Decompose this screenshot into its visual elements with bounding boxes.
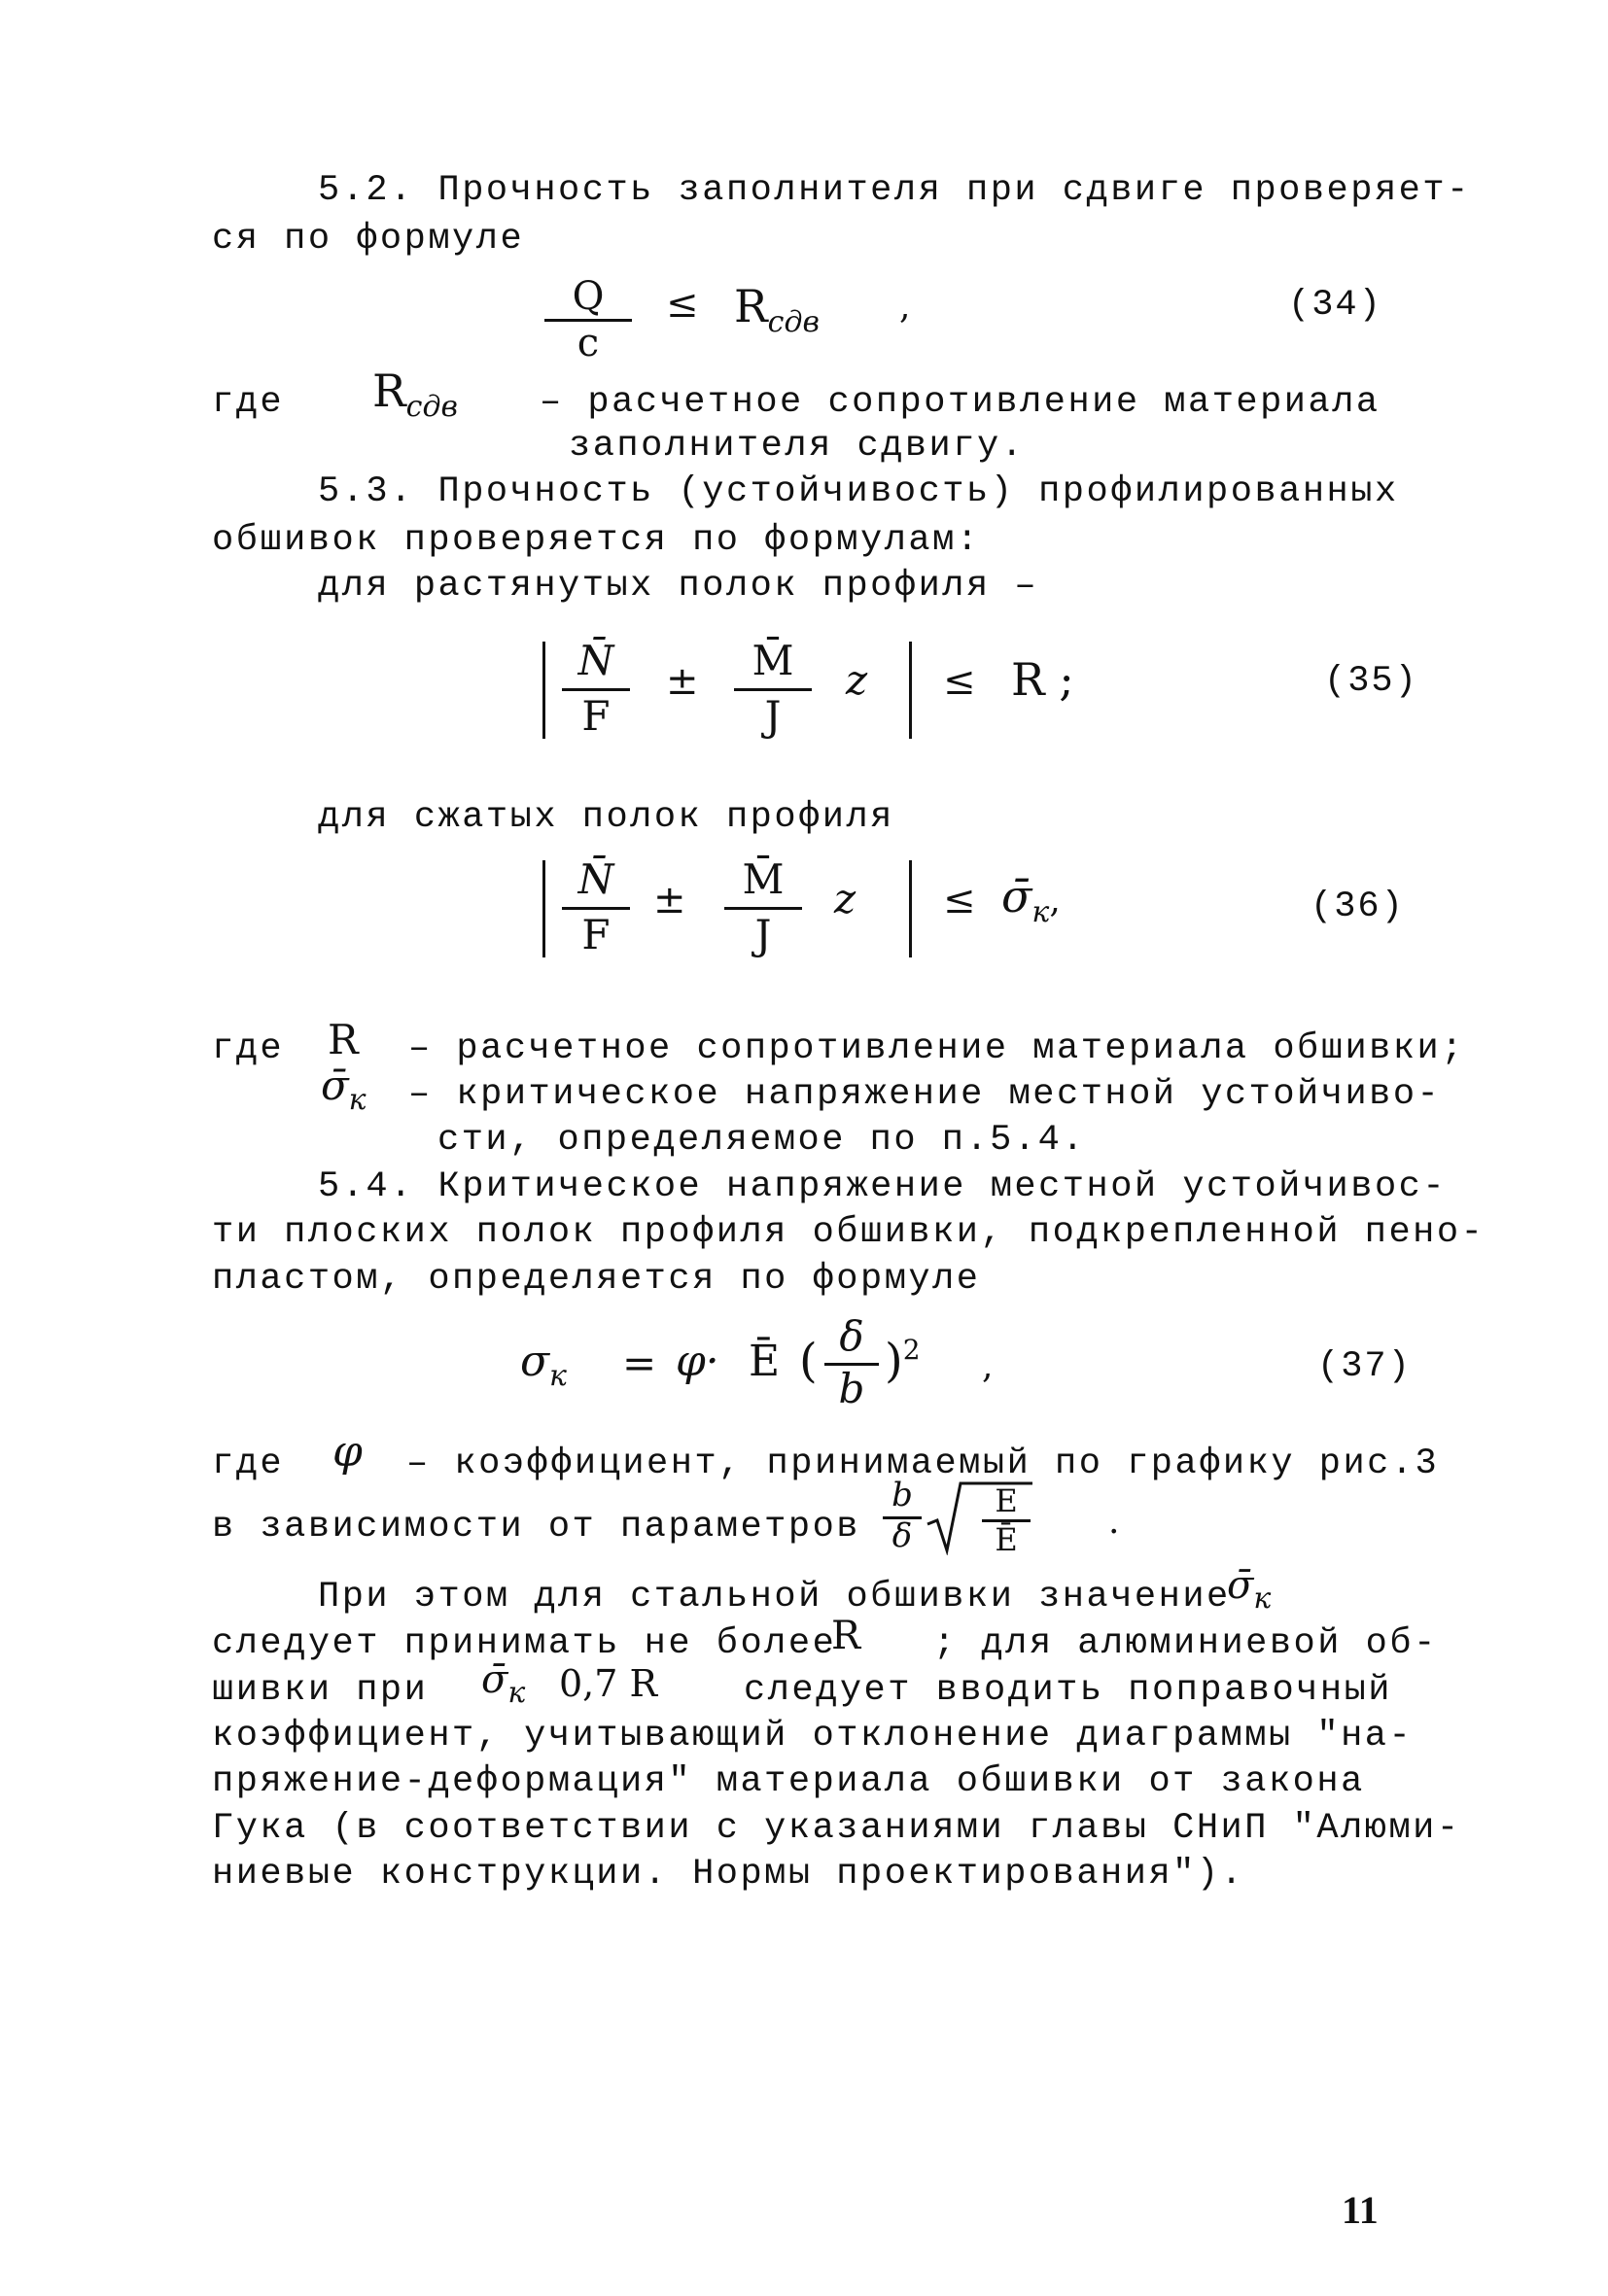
where2-symbol-sigma: [321, 1061, 367, 1117]
where3-lead: где: [212, 1444, 285, 1484]
eq35-le: ≤: [943, 659, 976, 704]
eq37-number: (37): [1317, 1346, 1412, 1387]
where3-param-denominator: δ: [891, 1516, 913, 1555]
where1-lead: где: [212, 382, 285, 423]
eq35-rhs: R ;: [1011, 653, 1074, 706]
eq36-m: M̄: [742, 855, 785, 903]
where1-symbol: [372, 365, 458, 424]
where3-root-denominator: Ē: [995, 1521, 1018, 1558]
eq37-comma: ,: [982, 1346, 994, 1386]
final-line3a: шивки при: [212, 1670, 429, 1711]
final-line3-value: 0,7 R: [559, 1662, 658, 1705]
final-line3b: следует вводить поправочный: [744, 1670, 1392, 1711]
eq34-rhs-symbol: R: [734, 280, 768, 332]
eq34-denominator: c: [577, 321, 600, 365]
where1-line2: заполнителя сдвигу.: [569, 426, 1026, 467]
p52-line1: 5.2. Прочность заполнителя при сдвиге проверяет-: [318, 170, 1471, 211]
eq34-comma: ,: [899, 287, 911, 327]
eq37-e: Ē: [749, 1337, 781, 1386]
p52-line2: ся по формуле: [212, 219, 525, 260]
eq36-abs-left: [542, 860, 545, 957]
p54-line1: 5.4. Критическое напряжение местной устойчивос-: [318, 1166, 1448, 1207]
where2-line3: сти, определяемое по п.5.4.: [437, 1120, 1086, 1161]
final-line4: коэффициент, учитывающий отклонение диаграммы "на-: [212, 1716, 1414, 1757]
where2-sigma-main: σ̄: [321, 1061, 349, 1109]
where3-line1: – коэффициент, принимаемый по графику рис.3: [406, 1444, 1440, 1484]
eq36-bar1: [562, 907, 630, 910]
eq36-abs-right: [909, 860, 912, 957]
eq36-bar2: [724, 907, 802, 910]
final-line7: ниевые конструкции. Нормы проектирования").: [212, 1854, 1245, 1895]
eq34-numerator: Q: [572, 274, 605, 319]
final-line1-sigma: [1227, 1563, 1272, 1616]
where2-line1: – расчетное сопротивление материала обшивки;: [408, 1028, 1465, 1069]
eq35-bar1: [562, 688, 630, 691]
eq37-phi: φ·: [676, 1337, 719, 1386]
eq34-rhs-subscript: сдв: [767, 305, 820, 339]
where1-symbol-subscript: сдв: [405, 390, 458, 424]
final-line3-sigma-main: σ̄: [481, 1657, 508, 1702]
where1-line1: – расчетное сопротивление материала: [540, 382, 1381, 423]
eq37-rparen-symbol: ): [885, 1334, 903, 1388]
eq35-n: N̄: [577, 637, 614, 684]
eq36-pm: ±: [653, 878, 686, 922]
eq37-lparen: (: [799, 1334, 818, 1388]
where2-sigma-subscript: к: [348, 1083, 367, 1117]
p53-line2: обшивок проверяется по формулам:: [212, 520, 981, 561]
eq34-rhs: [734, 280, 820, 339]
eq36-le: ≤: [943, 878, 976, 922]
eq37-numerator: δ: [839, 1312, 864, 1360]
final-line1-sigma-subscript: к: [1253, 1582, 1272, 1616]
final-line5: пряжение-деформация" материала обшивки от закона: [212, 1761, 1365, 1802]
eq36-n: N̄: [577, 855, 614, 903]
where2-line2: – критическое напряжение местной устойчиво-: [408, 1074, 1442, 1115]
p53-line1: 5.3. Прочность (устойчивость) профилированных: [318, 471, 1399, 512]
eq36-number: (36): [1311, 887, 1405, 927]
eq34-le: ≤: [666, 282, 699, 327]
eq35-bar2: [734, 688, 812, 691]
eq34-number: (34): [1288, 285, 1382, 326]
final-line2-r: R: [831, 1614, 861, 1658]
where2-lead: где: [212, 1028, 285, 1069]
eq37-lhs-symbol: σ: [520, 1337, 550, 1386]
eq35-number: (35): [1324, 661, 1418, 702]
eq36-rhs: [1001, 870, 1061, 929]
eq36-comma: ,: [1049, 881, 1061, 921]
eq36-j: J: [754, 911, 772, 958]
final-line3-sigma-subscript: к: [507, 1676, 526, 1710]
final-line1-sigma-main: σ̄: [1227, 1563, 1254, 1608]
eq36-rhs-subscript: к: [1031, 895, 1050, 929]
where3-symbol-phi: φ: [332, 1427, 363, 1477]
where1-symbol-main: R: [372, 365, 406, 417]
eq37-rparen: [885, 1334, 921, 1388]
compressed-flanges-label: для сжатых полок профиля: [318, 797, 894, 838]
eq35-z: z: [846, 656, 868, 704]
eq37-lhs-subscript: к: [549, 1359, 567, 1393]
final-line6: Гука (в соответствии с указаниями главы СНиП "Алюми-: [212, 1808, 1461, 1849]
where3-line2: в зависимости от параметров: [212, 1507, 860, 1548]
eq37-lhs: [520, 1337, 567, 1393]
where3-period: .: [1108, 1502, 1120, 1542]
eq35-m: M̄: [752, 637, 794, 684]
eq35-abs-left: [542, 642, 545, 739]
page-number: 11: [1342, 2188, 1379, 2232]
eq36-rhs-symbol: σ̄: [1001, 870, 1032, 922]
eq35-f: F: [581, 692, 611, 740]
where3-param-numerator: b: [891, 1476, 913, 1514]
eq36-z: z: [834, 875, 856, 922]
eq35-j: J: [764, 692, 782, 740]
eq36-f: F: [581, 911, 611, 958]
final-line2b: ; для алюминиевой об-: [933, 1623, 1438, 1664]
p54-line2: ти плоских полок профиля обшивки, подкрепленной пено-: [212, 1212, 1486, 1253]
p53-line3: для растянутых полок профиля –: [318, 566, 1039, 607]
final-line1: При этом для стальной обшивки значение: [318, 1577, 1231, 1618]
eq35-pm: ±: [666, 659, 699, 704]
eq35-abs-right: [909, 642, 912, 739]
eq37-power: 2: [902, 1334, 921, 1366]
final-line2a: следует принимать не более: [212, 1623, 837, 1664]
where3-root-numerator: E: [995, 1482, 1018, 1519]
where2-symbol-r: R: [328, 1016, 359, 1063]
p54-line3: пластом, определяется по формуле: [212, 1259, 981, 1300]
eq37-equals: =: [622, 1339, 657, 1387]
final-line3-sigma: [481, 1657, 526, 1710]
eq37-denominator: b: [838, 1365, 865, 1412]
